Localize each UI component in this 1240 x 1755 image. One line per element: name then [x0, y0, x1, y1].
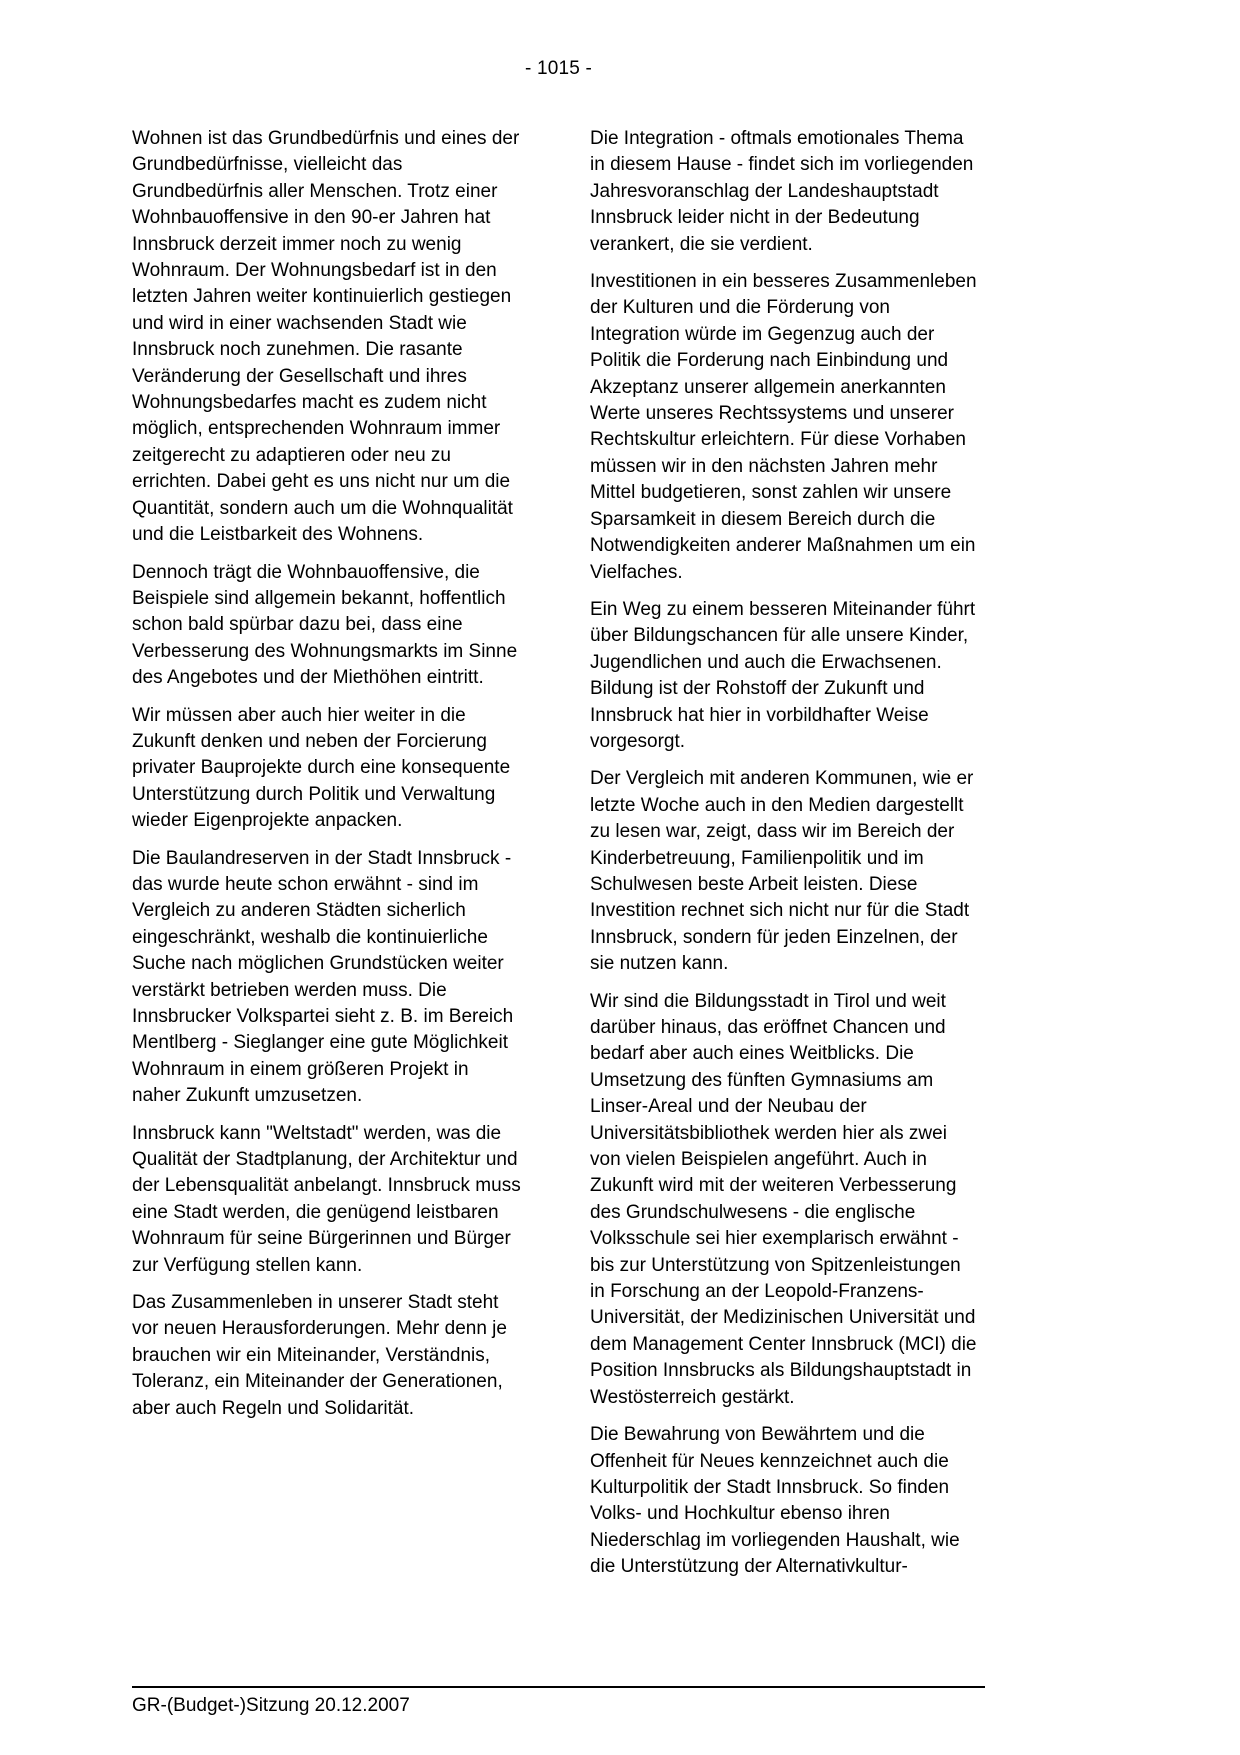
paragraph: Der Vergleich mit anderen Kommunen, wie er letzte Woche auch in den Medien dargestellt zu lesen war, zeigt, dass wir im Bereich der Kinderbetreuung, Familienpolitik und im Schulwesen beste Arbeit leisten. Diese Investition rechnet sich nicht nur für die Stadt Innsbruck, sondern für jeden Einzelnen, der sie nutzen kann. — [590, 768, 974, 975]
right-column — [590, 126, 980, 1592]
paragraph: Ein Weg zu einem besseren Miteinander führt über Bildungschancen für alle unsere Kinder, Jugendlichen und auch die Erwachsenen. Bildung ist der Rohstoff der Zukunft und Innsbruck hat hier in vorbildhafter Weise vorgesorgt. — [590, 598, 976, 752]
paragraph: Das Zusammenleben in unserer Stadt steht vor neuen Herausforderungen. Mehr denn je brauchen wir ein Miteinander, Verständnis, Toleranz, ein Miteinander der Generationen, aber auch Regeln und Solidarität. — [132, 1292, 507, 1419]
text-columns — [132, 126, 980, 1592]
paragraph: Die Baulandreserven in der Stadt Innsbruck - das wurde heute schon erwähnt - sind im Vergleich zu anderen Städten sicherlich eingeschränkt, weshalb die kontinuierliche Suche nach möglichen Grundstücken weiter verstärkt betrieben werden muss. Die Innsbrucker Volkspartei sieht z. B. im Bereich Mentlberg - Sieglanger eine gute Möglichkeit Wohnraum in einem größeren Projekt in naher Zukunft umzusetzen. — [132, 847, 514, 1107]
paragraph: Wir sind die Bildungsstadt in Tirol und weit darüber hinaus, das eröffnet Chancen und bedarf aber auch eines Weitblicks. Die Umsetzung des fünften Gymnasiums am Linser-Areal und der Neubau der Universitätsbibliothek werden hier als zwei von vielen Beispielen angeführt. Auch in Zukunft wird mit der weiteren Verbesserung des Grundschulwesens - die englische Volksschule sei hier exemplarisch erwähnt - bis zur Unterstützung von Spitzenleistungen in Forschung an der Leopold-Franzens-Universität, der Medizinischen Universität und dem Management Center Innsbruck (MCI) die Position Innsbrucks als Bildungshauptstadt in Westösterreich gestärkt. — [590, 990, 977, 1408]
paragraph: Investitionen in ein besseres Zusammenleben der Kulturen und die Förderung von Integration würde im Gegenzug auch der Politik die Forderung nach Einbindung und Akzeptanz unserer allgemein anerkannten Werte unseres Rechtssystems und unserer Rechtskultur erleichtern. Für diese Vorhaben müssen wir in den nächsten Jahren mehr Mittel budgetieren, sonst zahlen wir unsere Sparsamkeit in diesem Bereich durch die Notwendigkeiten anderer Maßnahmen um ein Vielfaches. — [590, 271, 977, 583]
paragraph: Dennoch trägt die Wohnbauoffensive, die Beispiele sind allgemein bekannt, hoffentlich schon bald spürbar dazu bei, dass eine Verbesserung des Wohnungsmarkts im Sinne des Angebotes und der Miethöhen eintritt. — [132, 561, 518, 689]
paragraph: Die Integration - oftmals emotionales Thema in diesem Hause - findet sich im vorliegenden Jahresvoranschlag der Landeshauptstadt Innsbruck leider nicht in der Bedeutung verankert, die sie verdient. — [590, 128, 974, 255]
paragraph: Wohnen ist das Grundbedürfnis und eines der Grundbedürfnisse, vielleicht das Grundbedürfnis aller Menschen. Trotz einer Wohnbauoffensive in den 90-er Jahren hat Innsbruck derzeit immer noch zu wenig Wohnraum. Der Wohnungsbedarf ist in den letzten Jahren weiter kontinuierlich gestiegen und wird in einer wachsenden Stadt wie Innsbruck noch zunehmen. Die rasante Veränderung der Gesellschaft und ihres Wohnungsbedarfes macht es zudem nicht möglich, entsprechenden Wohnraum immer zeitgerecht zu adaptieren oder neu zu errichten. Dabei geht es uns nicht nur um die Quantität, sondern auch um die Wohnqualität und die Leistbarkeit des Wohnens. — [132, 128, 520, 546]
left-column — [132, 126, 522, 1592]
page-number: - 1015 - — [524, 58, 593, 79]
paragraph: Wir müssen aber auch hier weiter in die Zukunft denken und neben der Forcierung privater Bauprojekte durch eine konsequente Unterstützung durch Politik und Verwaltung wieder Eigenprojekte anpacken. — [132, 704, 511, 832]
paragraph: Innsbruck kann "Weltstadt" werden, was die Qualität der Stadtplanung, der Architektur und der Lebensqualität anbelangt. Innsbruck muss eine Stadt werden, die genügend leistbaren Wohnraum für seine Bürgerinnen und Bürger zur Verfügung stellen kann. — [132, 1122, 521, 1276]
page-footer — [132, 1686, 985, 1717]
paragraph: Die Bewahrung von Bewährtem und die Offenheit für Neues kennzeichnet auch die Kulturpolitik der Stadt Innsbruck. So finden Volks- und Hochkultur ebenso ihren Niederschlag im vorliegenden Haushalt, wie die Unterstützung der Alternativkultur- — [590, 1424, 960, 1578]
footer-text: GR-(Budget-)Sitzung 20.12.2007 — [132, 1695, 410, 1716]
